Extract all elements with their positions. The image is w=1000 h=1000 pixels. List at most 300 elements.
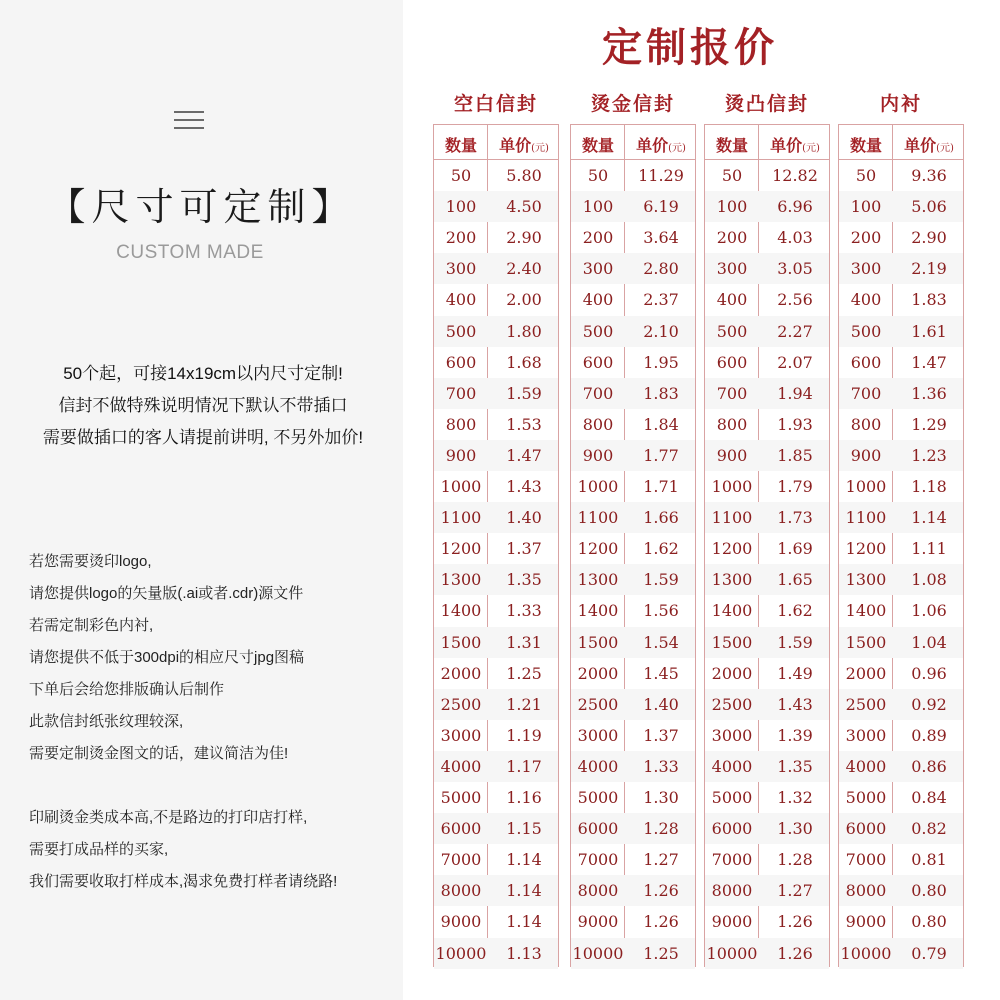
table-header — [705, 125, 829, 160]
price-cell: 1.18 — [911, 477, 947, 496]
price-cell: 1.53 — [506, 414, 542, 434]
price-cell: 1.59 — [777, 632, 813, 652]
table-row — [705, 595, 829, 626]
table-row — [571, 906, 695, 937]
table-row — [434, 191, 558, 222]
price-cell: 2.80 — [643, 259, 679, 279]
quantity-cell: 1200 — [440, 539, 482, 559]
quantity-cell: 8000 — [845, 881, 887, 901]
price-cell: 0.96 — [911, 663, 947, 683]
quantity-cell: 1100 — [711, 508, 753, 528]
quantity-cell: 500 — [850, 321, 882, 341]
quantity-cell: 300 — [445, 259, 477, 279]
price-cell: 5.06 — [911, 197, 947, 217]
table-row — [434, 720, 558, 751]
table-row — [571, 720, 695, 751]
quantity-cell: 900 — [582, 445, 614, 465]
quantity-cell: 300 — [850, 259, 882, 279]
price-cell: 1.47 — [911, 352, 947, 372]
table-row — [839, 222, 963, 253]
header-quantity: 数量 — [849, 136, 882, 155]
price-cell: 1.13 — [506, 943, 542, 963]
price-cell: 9.36 — [911, 166, 947, 185]
note-line: 若需定制彩色内衬, — [29, 617, 154, 634]
table-row — [571, 875, 695, 906]
table-row — [705, 689, 829, 720]
table-row — [571, 627, 695, 658]
notes-text — [29, 546, 399, 898]
quantity-cell: 500 — [716, 321, 748, 341]
quantity-cell: 10000 — [840, 943, 892, 963]
intro-line: 需要做插口的客人请提前讲明, 不另外加价! — [42, 428, 364, 447]
price-cell: 2.19 — [911, 259, 947, 279]
quantity-cell: 2500 — [440, 694, 482, 714]
quantity-cell: 1400 — [711, 601, 753, 621]
price-cell: 1.66 — [643, 508, 679, 528]
price-cell: 1.23 — [911, 445, 947, 465]
note-line: 若您需要烫印logo, — [29, 553, 152, 570]
table-row — [839, 751, 963, 782]
quantity-cell: 6000 — [845, 819, 887, 839]
price-title: 定制报价 — [602, 24, 778, 71]
quantity-cell: 600 — [445, 352, 477, 372]
price-cell: 12.82 — [772, 166, 818, 185]
quantity-cell: 50 — [450, 166, 472, 185]
header-price-unit: (元) — [936, 143, 954, 154]
table-row — [434, 844, 558, 875]
price-cell: 0.81 — [911, 850, 947, 870]
quantity-cell: 8000 — [440, 881, 482, 901]
price-cell: 1.77 — [643, 445, 679, 465]
price-cell: 0.80 — [911, 881, 947, 901]
note-line: 下单后会给您排版确认后制作 — [29, 681, 225, 698]
quantity-cell: 8000 — [711, 881, 753, 901]
price-cell: 1.40 — [506, 508, 542, 528]
header-price-label: 单价 — [636, 136, 669, 155]
table-row — [839, 378, 963, 409]
intro-line: 信封不做特殊说明情况下默认不带插口 — [58, 396, 348, 415]
quantity-cell: 800 — [582, 414, 614, 434]
table-row — [434, 471, 558, 502]
quantity-cell: 3000 — [577, 725, 619, 745]
quantity-cell: 500 — [445, 321, 477, 341]
quantity-cell: 9000 — [845, 912, 887, 932]
table-row — [705, 347, 829, 378]
price-cell: 1.65 — [777, 570, 813, 590]
table-row — [839, 906, 963, 937]
quantity-cell: 100 — [582, 197, 614, 217]
price-cell: 1.21 — [506, 694, 542, 714]
note-line: 需要定制烫金图文的话，建议简洁为佳! — [29, 745, 289, 762]
price-cell: 1.19 — [506, 725, 542, 745]
table-row — [705, 502, 829, 533]
price-cell: 1.33 — [643, 756, 679, 776]
table-row — [434, 564, 558, 595]
quantity-cell: 1400 — [845, 601, 887, 621]
table-row — [571, 938, 695, 969]
main-title: 【尺寸可定制】 — [47, 185, 356, 229]
table-row — [839, 844, 963, 875]
table-row — [571, 378, 695, 409]
sub-title: CUSTOM MADE — [116, 242, 264, 263]
quantity-cell: 600 — [716, 352, 748, 372]
table-row — [434, 689, 558, 720]
table-row — [434, 347, 558, 378]
note-line: 印刷烫金类成本高,不是路边的打印店打样, — [29, 809, 308, 826]
table-row — [839, 471, 963, 502]
quantity-cell: 800 — [850, 414, 882, 434]
quantity-cell: 4000 — [711, 756, 753, 776]
quantity-cell: 900 — [445, 445, 477, 465]
price-cell: 1.94 — [777, 383, 813, 403]
quantity-cell: 900 — [716, 445, 748, 465]
table-row — [705, 284, 829, 315]
left-panel — [0, 0, 403, 1000]
price-cell: 1.28 — [643, 819, 679, 839]
price-cell: 1.31 — [506, 632, 542, 652]
quantity-cell: 2000 — [711, 663, 753, 683]
header-price — [895, 133, 963, 156]
table-row — [434, 160, 558, 191]
quantity-cell: 1200 — [577, 539, 619, 559]
quantity-cell: 700 — [445, 383, 477, 403]
quantity-cell: 400 — [716, 290, 748, 310]
quantity-cell: 3000 — [440, 725, 482, 745]
price-table-grid — [704, 124, 830, 967]
price-cell: 1.29 — [911, 414, 947, 434]
table-row — [571, 533, 695, 564]
price-table-grid — [570, 124, 696, 967]
price-cell: 1.30 — [777, 819, 813, 839]
table-header — [434, 125, 558, 160]
price-table-title: 烫凸信封 — [724, 93, 809, 115]
price-cell: 1.37 — [643, 725, 679, 745]
quantity-cell: 700 — [582, 383, 614, 403]
quantity-cell: 700 — [716, 383, 748, 403]
price-table-grid — [433, 124, 559, 967]
header-price-unit: (元) — [668, 143, 686, 154]
price-cell: 1.69 — [777, 539, 813, 559]
menu-icon[interactable] — [174, 111, 204, 131]
price-cell: 1.11 — [911, 539, 947, 559]
table-row — [839, 191, 963, 222]
table-row — [434, 409, 558, 440]
price-cell: 1.84 — [643, 414, 679, 434]
price-cell: 2.90 — [911, 228, 947, 248]
quantity-cell: 9000 — [440, 912, 482, 932]
quantity-cell: 2500 — [577, 694, 619, 714]
quantity-cell: 5000 — [711, 788, 753, 807]
table-row — [434, 378, 558, 409]
header-quantity: 数量 — [581, 136, 614, 155]
price-cell: 1.25 — [643, 943, 679, 963]
quantity-cell: 100 — [850, 197, 882, 217]
header-price-label: 单价 — [499, 136, 532, 155]
quantity-cell: 7000 — [711, 850, 753, 870]
price-cell: 1.28 — [777, 850, 813, 870]
quantity-cell: 500 — [582, 321, 614, 341]
price-cell: 0.86 — [911, 756, 947, 776]
table-header — [571, 125, 695, 160]
price-cell: 1.35 — [506, 570, 542, 590]
price-cell: 1.14 — [911, 508, 947, 528]
price-cell: 1.79 — [777, 477, 813, 496]
table-row — [839, 316, 963, 347]
quantity-cell: 1500 — [711, 632, 753, 652]
quantity-cell: 2000 — [845, 663, 887, 683]
table-row — [571, 658, 695, 689]
price-cell: 0.82 — [911, 819, 947, 839]
table-row — [705, 378, 829, 409]
table-row — [571, 502, 695, 533]
price-cell: 1.32 — [777, 788, 813, 807]
table-row — [839, 938, 963, 969]
note-line: 此款信封纸张纹理较深, — [29, 713, 184, 730]
table-row — [571, 284, 695, 315]
quantity-cell: 1100 — [577, 508, 619, 528]
price-cell: 1.47 — [506, 445, 542, 465]
table-row — [571, 595, 695, 626]
price-cell: 1.62 — [643, 539, 679, 559]
table-row — [839, 595, 963, 626]
price-cell: 1.33 — [506, 601, 542, 621]
quantity-cell: 1000 — [711, 477, 753, 496]
table-row — [434, 813, 558, 844]
table-row — [705, 813, 829, 844]
price-cell: 1.16 — [506, 788, 542, 807]
table-row — [434, 938, 558, 969]
header-quantity: 数量 — [715, 136, 748, 155]
table-row — [705, 222, 829, 253]
price-cell: 1.40 — [643, 694, 679, 714]
note-line: 需要打成品样的买家, — [29, 841, 169, 858]
table-row — [705, 533, 829, 564]
table-row — [434, 502, 558, 533]
quantity-cell: 5000 — [845, 788, 887, 807]
quantity-cell: 6000 — [440, 819, 482, 839]
price-cell: 2.10 — [643, 321, 679, 341]
price-cell: 2.37 — [643, 290, 679, 310]
table-row — [705, 938, 829, 969]
quantity-cell: 200 — [582, 228, 614, 248]
price-cell: 2.56 — [777, 290, 813, 310]
price-cell: 1.06 — [911, 601, 947, 621]
price-cell: 2.07 — [777, 352, 813, 372]
quantity-cell: 10000 — [572, 943, 624, 963]
price-cell: 1.56 — [643, 601, 679, 621]
quantity-cell: 1300 — [711, 570, 753, 590]
price-cell: 1.62 — [777, 601, 813, 621]
quantity-cell: 2500 — [845, 694, 887, 714]
quantity-cell: 1300 — [440, 570, 482, 590]
price-cell: 1.26 — [777, 912, 813, 932]
quantity-cell: 1200 — [711, 539, 753, 559]
price-cell: 1.71 — [643, 477, 679, 496]
quantity-cell: 5000 — [440, 788, 482, 807]
table-row — [571, 253, 695, 284]
table-row — [839, 813, 963, 844]
price-cell: 0.84 — [911, 788, 947, 807]
price-cell: 1.35 — [777, 756, 813, 776]
price-cell: 5.80 — [506, 166, 542, 185]
quantity-cell: 9000 — [577, 912, 619, 932]
price-cell: 1.43 — [506, 477, 542, 496]
quantity-cell: 3000 — [711, 725, 753, 745]
quantity-cell: 2000 — [440, 663, 482, 683]
price-cell: 2.27 — [777, 321, 813, 341]
quantity-cell: 4000 — [577, 756, 619, 776]
quantity-cell: 10000 — [706, 943, 758, 963]
price-cell: 1.68 — [506, 352, 542, 372]
price-cell: 1.30 — [643, 788, 679, 807]
quantity-cell: 400 — [445, 290, 477, 310]
quantity-cell: 7000 — [440, 850, 482, 870]
table-row — [705, 160, 829, 191]
price-cell: 1.85 — [777, 445, 813, 465]
price-cell: 1.27 — [777, 881, 813, 901]
price-cell: 0.79 — [911, 943, 947, 963]
note-line: 请您提供logo的矢量版(.ai或者.cdr)源文件 — [29, 585, 304, 602]
quantity-cell: 6000 — [711, 819, 753, 839]
header-price-unit: (元) — [802, 143, 820, 154]
table-row — [839, 253, 963, 284]
table-row — [705, 564, 829, 595]
quantity-cell: 600 — [850, 352, 882, 372]
quantity-cell: 800 — [716, 414, 748, 434]
quantity-cell: 2000 — [577, 663, 619, 683]
price-tables — [433, 0, 973, 1000]
table-row — [705, 471, 829, 502]
quantity-cell: 1500 — [440, 632, 482, 652]
table-row — [571, 222, 695, 253]
price-cell: 1.26 — [643, 881, 679, 901]
quantity-cell: 8000 — [577, 881, 619, 901]
table-row — [434, 751, 558, 782]
table-row — [434, 533, 558, 564]
quantity-cell: 6000 — [577, 819, 619, 839]
table-row — [571, 347, 695, 378]
note-line: 请您提供不低于300dpi的相应尺寸jpg图稿 — [29, 649, 305, 666]
quantity-cell: 300 — [582, 259, 614, 279]
quantity-cell: 4000 — [845, 756, 887, 776]
quantity-cell: 1500 — [845, 632, 887, 652]
price-cell: 1.45 — [643, 663, 679, 683]
table-row — [839, 875, 963, 906]
table-row — [571, 782, 695, 813]
quantity-cell: 10000 — [435, 943, 487, 963]
table-row — [705, 316, 829, 347]
price-cell: 1.37 — [506, 539, 542, 559]
price-cell: 2.90 — [506, 228, 542, 248]
quantity-cell: 7000 — [845, 850, 887, 870]
table-row — [571, 191, 695, 222]
price-cell: 1.83 — [643, 383, 679, 403]
table-row — [434, 222, 558, 253]
table-row — [434, 595, 558, 626]
price-cell: 1.26 — [777, 943, 813, 963]
price-cell: 0.80 — [911, 912, 947, 932]
quantity-cell: 200 — [716, 228, 748, 248]
price-cell: 1.93 — [777, 414, 813, 434]
table-row — [434, 253, 558, 284]
quantity-cell: 900 — [850, 445, 882, 465]
table-row — [705, 844, 829, 875]
header-quantity: 数量 — [444, 136, 477, 155]
price-cell: 1.54 — [643, 632, 679, 652]
header-price — [627, 133, 695, 156]
table-row — [705, 409, 829, 440]
table-row — [571, 813, 695, 844]
table-row — [571, 689, 695, 720]
quantity-cell: 300 — [716, 259, 748, 279]
table-row — [571, 471, 695, 502]
header-price-label: 单价 — [770, 136, 803, 155]
price-cell: 1.49 — [777, 663, 813, 683]
table-row — [571, 751, 695, 782]
table-header — [839, 125, 963, 160]
table-row — [571, 316, 695, 347]
table-row — [434, 782, 558, 813]
table-row — [705, 440, 829, 471]
price-cell: 1.15 — [506, 819, 542, 839]
table-row — [839, 627, 963, 658]
intro-line: 50个起，可接14x19cm以内尺寸定制! — [63, 364, 343, 383]
price-cell: 1.80 — [506, 321, 542, 341]
table-row — [434, 658, 558, 689]
quantity-cell: 1200 — [845, 539, 887, 559]
table-row — [839, 284, 963, 315]
table-row — [839, 689, 963, 720]
table-row — [571, 564, 695, 595]
quantity-cell: 200 — [445, 228, 477, 248]
quantity-cell: 1000 — [577, 477, 619, 496]
price-cell: 1.25 — [506, 663, 542, 683]
price-table-title: 内衬 — [879, 93, 922, 115]
table-row — [839, 533, 963, 564]
table-row — [705, 782, 829, 813]
header-price-unit: (元) — [531, 143, 549, 154]
table-row — [705, 751, 829, 782]
quantity-cell: 600 — [582, 352, 614, 372]
table-row — [705, 658, 829, 689]
table-row — [839, 347, 963, 378]
price-cell: 1.73 — [777, 508, 813, 528]
quantity-cell: 1000 — [440, 477, 482, 496]
price-cell: 3.05 — [777, 259, 813, 279]
quantity-cell: 400 — [850, 290, 882, 310]
table-row — [705, 627, 829, 658]
quantity-cell: 50 — [855, 166, 877, 185]
quantity-cell: 50 — [587, 166, 609, 185]
price-cell: 4.50 — [506, 197, 542, 217]
price-cell: 2.40 — [506, 259, 542, 279]
quantity-cell: 200 — [850, 228, 882, 248]
note-line: 我们需要收取打样成本,渴求免费打样者请绕路! — [29, 873, 338, 890]
quantity-cell: 1000 — [845, 477, 887, 496]
quantity-cell: 400 — [582, 290, 614, 310]
table-row — [705, 875, 829, 906]
quantity-cell: 1500 — [577, 632, 619, 652]
table-row — [839, 782, 963, 813]
quantity-cell: 9000 — [711, 912, 753, 932]
table-row — [434, 627, 558, 658]
quantity-cell: 1100 — [440, 508, 482, 528]
table-row — [839, 564, 963, 595]
price-table-title: 空白信封 — [453, 93, 538, 115]
price-cell: 1.04 — [911, 632, 947, 652]
quantity-cell: 5000 — [577, 788, 619, 807]
price-table-grid — [838, 124, 964, 967]
